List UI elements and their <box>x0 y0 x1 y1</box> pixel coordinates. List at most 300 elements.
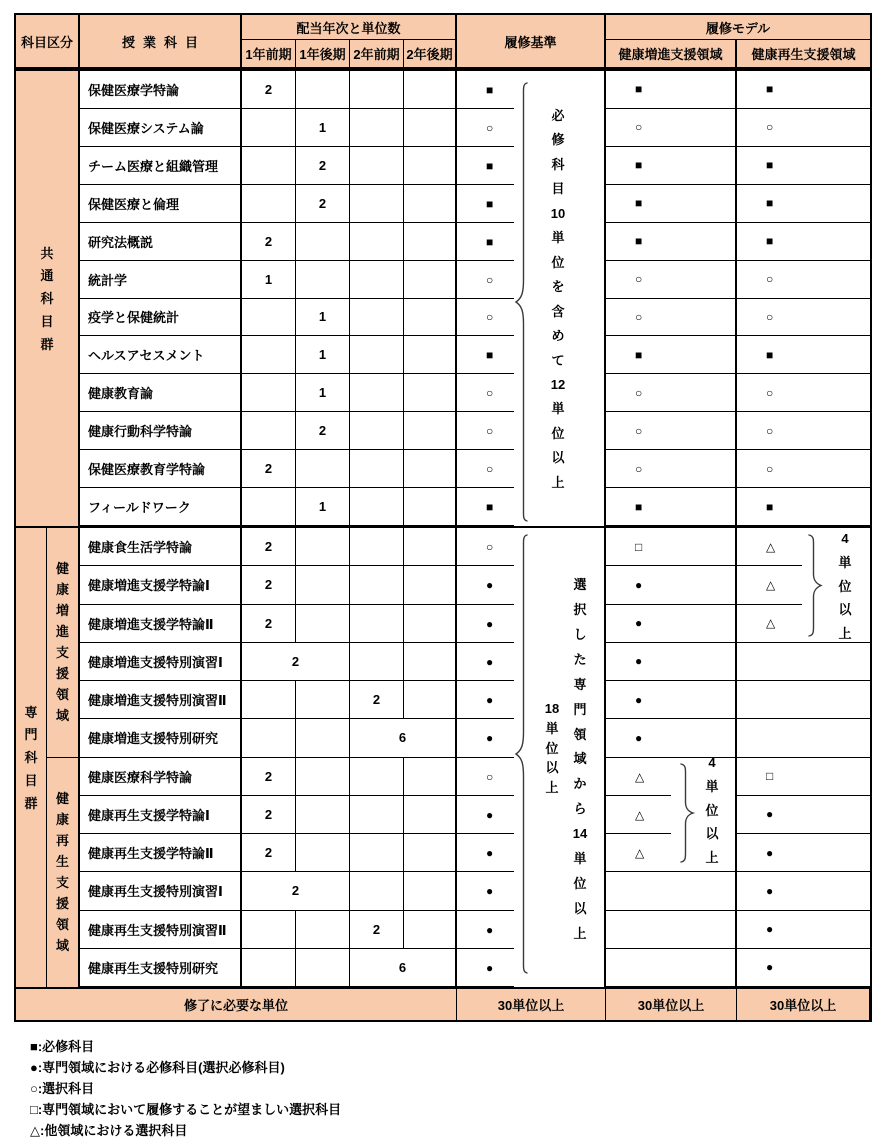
credit-cell <box>404 185 457 223</box>
model-symbol: □ <box>766 769 774 784</box>
model-symbol: △ <box>766 616 776 631</box>
table-row <box>80 949 870 987</box>
credit-cell <box>404 566 457 604</box>
model-symbol: △ <box>635 807 645 822</box>
model-symbol: ■ <box>635 499 643 514</box>
criteria-symbol: ■ <box>486 158 494 173</box>
credit-cell <box>350 834 404 872</box>
table-footer <box>16 987 870 1020</box>
model-symbol: ○ <box>635 423 643 438</box>
credit-cell <box>296 223 350 261</box>
table-row <box>80 185 870 223</box>
criteria-cell <box>457 336 606 374</box>
credit-cell: 1 <box>296 109 350 147</box>
model1-cell <box>606 681 737 719</box>
legend-item-elective: ○:選択科目 <box>30 1081 95 1096</box>
model2-cell <box>737 949 870 987</box>
criteria-total-label: 18 単 位 以 上 <box>544 701 560 795</box>
credit-cell <box>242 147 296 185</box>
credit-cell <box>296 796 350 834</box>
model-symbol: ○ <box>766 309 774 324</box>
model2-cell <box>737 412 870 450</box>
credit-cell <box>242 949 296 987</box>
header-criteria: 履修基準 <box>457 15 606 69</box>
table-header <box>16 15 870 69</box>
legend-item-required: ■:必修科目 <box>30 1039 95 1054</box>
credit-cell <box>350 758 404 796</box>
model1-cell <box>606 109 737 147</box>
model-symbol: ○ <box>635 309 643 324</box>
model2-cell <box>737 681 870 719</box>
table-row <box>80 299 870 337</box>
table-row <box>80 872 870 910</box>
model2-cell <box>737 374 870 412</box>
model-symbol: ● <box>766 807 774 822</box>
credit-cell <box>242 488 296 526</box>
credit-cell <box>242 719 296 757</box>
model2-cell <box>737 872 870 910</box>
credit-cell <box>242 681 296 719</box>
course-name-cell: 研究法概説 <box>80 223 242 261</box>
model1-cell <box>606 336 737 374</box>
credit-cell <box>242 374 296 412</box>
model-symbol: ■ <box>766 347 774 362</box>
header-course: 授業科目 <box>80 15 242 69</box>
model-symbol: ■ <box>635 234 643 249</box>
model-symbol: △ <box>766 578 776 593</box>
model1-cell <box>606 412 737 450</box>
credit-cell-merged: 6 <box>350 719 457 757</box>
table-row <box>80 109 870 147</box>
credit-cell <box>404 681 457 719</box>
table-row <box>80 412 870 450</box>
criteria-symbol: ■ <box>486 82 494 97</box>
model-symbol: ■ <box>635 82 643 97</box>
model1-cell <box>606 566 737 604</box>
model-symbol: ● <box>766 960 774 975</box>
criteria-symbol: ● <box>486 693 494 708</box>
criteria-cell <box>457 147 606 185</box>
credit-cell <box>404 643 457 681</box>
credit-cell <box>404 605 457 643</box>
credit-cell <box>404 336 457 374</box>
course-name-cell: 健康再生支援特別演習Ⅱ <box>80 911 242 949</box>
credit-cell <box>350 71 404 109</box>
criteria-cell <box>457 299 606 337</box>
model-symbol: ■ <box>766 234 774 249</box>
criteria-cell <box>457 71 606 109</box>
criteria-brace <box>514 534 530 974</box>
criteria-cell <box>457 185 606 223</box>
credit-cell: 2 <box>242 450 296 488</box>
criteria-cell <box>457 223 606 261</box>
credit-cell <box>350 643 404 681</box>
credit-cell <box>242 336 296 374</box>
course-name-cell: ヘルスアセスメント <box>80 336 242 374</box>
criteria-symbol: ● <box>486 578 494 593</box>
header-sem-3: 2年前期 <box>350 40 404 69</box>
model1-cell <box>606 261 737 299</box>
credit-cell <box>404 796 457 834</box>
credit-cell <box>296 450 350 488</box>
credit-cell <box>404 412 457 450</box>
table-row <box>80 223 870 261</box>
table-row <box>80 643 870 681</box>
model2-cell <box>737 834 870 872</box>
criteria-symbol: ● <box>486 807 494 822</box>
table-row <box>80 605 870 643</box>
model-symbol: ■ <box>766 158 774 173</box>
model-symbol: ○ <box>635 272 643 287</box>
credit-cell <box>404 374 457 412</box>
credit-cell <box>296 719 350 757</box>
criteria-symbol: ○ <box>486 310 494 325</box>
credit-cell <box>350 796 404 834</box>
credit-cell <box>296 758 350 796</box>
area-label: 健 康 増 進 支 援 領 域 <box>55 561 69 724</box>
criteria-symbol: ● <box>486 960 494 975</box>
criteria-symbol: ● <box>486 884 494 899</box>
table-row <box>80 450 870 488</box>
header-subject-category: 科目区分 <box>16 15 80 69</box>
model-symbol: ■ <box>766 82 774 97</box>
model-symbol: ● <box>635 577 643 592</box>
table-row <box>80 71 870 109</box>
course-name-cell: 保健医療学特論 <box>80 71 242 109</box>
model-symbol: ● <box>635 730 643 745</box>
credit-cell: 2 <box>242 223 296 261</box>
credit-cell <box>350 605 404 643</box>
model2-cell <box>737 488 870 526</box>
legend <box>30 1036 341 1141</box>
credit-cell <box>350 566 404 604</box>
credit-cell <box>404 450 457 488</box>
credit-cell <box>296 71 350 109</box>
criteria-symbol: ● <box>486 654 494 669</box>
criteria-symbol: ■ <box>486 196 494 211</box>
model1-cell <box>606 488 737 526</box>
course-name-cell: 保健医療教育学特論 <box>80 450 242 488</box>
section-common <box>16 69 870 526</box>
model1-brace <box>677 763 695 863</box>
model1-cell <box>606 374 737 412</box>
model-symbol: ● <box>766 922 774 937</box>
course-name-cell: 保健医療と倫理 <box>80 185 242 223</box>
model-symbol: ■ <box>635 196 643 211</box>
criteria-cell <box>457 949 606 987</box>
model2-cell <box>737 261 870 299</box>
table-row <box>80 796 870 834</box>
model1-cell <box>606 528 737 566</box>
credit-cell <box>350 488 404 526</box>
criteria-symbol: ○ <box>486 462 494 477</box>
credit-cell <box>350 528 404 566</box>
header-model: 履修モデル <box>606 15 870 40</box>
criteria-cell <box>457 412 606 450</box>
model1-cell <box>606 223 737 261</box>
footer-model2-value: 30単位以上 <box>737 989 870 1020</box>
section-specialized <box>16 526 870 987</box>
curriculum-table <box>14 13 872 1022</box>
credit-cell: 2 <box>242 566 296 604</box>
model2-brace <box>805 534 823 637</box>
course-name-cell: 健康教育論 <box>80 374 242 412</box>
course-name-cell: フィールドワーク <box>80 488 242 526</box>
model-symbol: ● <box>635 692 643 707</box>
credit-cell <box>350 336 404 374</box>
model-symbol: ○ <box>766 272 774 287</box>
credit-cell <box>350 450 404 488</box>
credit-cell <box>296 681 350 719</box>
credit-cell <box>404 872 457 910</box>
footer-label: 修了に必要な単位 <box>16 989 457 1020</box>
credit-cell <box>296 528 350 566</box>
criteria-note-specialized: 選 択 し た 専 門 領 域 か ら 14 単 位 以 上 <box>572 577 588 941</box>
model-symbol: ● <box>635 654 643 669</box>
credit-cell <box>350 223 404 261</box>
area-label: 健 康 再 生 支 援 領 域 <box>55 791 69 954</box>
credit-cell <box>242 911 296 949</box>
credit-cell: 2 <box>296 147 350 185</box>
table-row <box>80 566 870 604</box>
criteria-symbol: ■ <box>486 234 494 249</box>
course-name-cell: 健康行動科学特論 <box>80 412 242 450</box>
credit-cell: 2 <box>242 758 296 796</box>
credit-cell <box>404 528 457 566</box>
legend-item-other-area: △:他領域における選択科目 <box>30 1123 188 1138</box>
model2-cell <box>737 336 870 374</box>
model1-cell <box>606 185 737 223</box>
model2-cell <box>737 796 870 834</box>
course-name-cell: 健康増進支援学特論Ⅱ <box>80 605 242 643</box>
model1-cell <box>606 147 737 185</box>
header-sem-2: 1年後期 <box>296 40 350 69</box>
model1-cell <box>606 71 737 109</box>
table-row <box>80 528 870 566</box>
model2-cell <box>737 450 870 488</box>
model-symbol: ■ <box>635 158 643 173</box>
model2-cell <box>737 71 870 109</box>
model2-cell <box>737 758 870 796</box>
criteria-symbol: ■ <box>486 500 494 515</box>
area-cell-health-regeneration <box>47 758 80 988</box>
credit-cell: 1 <box>296 336 350 374</box>
model-symbol: ■ <box>635 347 643 362</box>
credit-cell <box>404 834 457 872</box>
category-cell-common <box>16 71 80 526</box>
course-name-cell: 健康食生活学特論 <box>80 528 242 566</box>
criteria-symbol: ● <box>486 846 494 861</box>
credit-cell <box>350 261 404 299</box>
model-symbol: ● <box>635 616 643 631</box>
credit-cell <box>404 299 457 337</box>
model1-cell <box>606 949 737 987</box>
credit-cell: 2 <box>296 185 350 223</box>
credit-cell: 2 <box>242 796 296 834</box>
credit-cell <box>404 261 457 299</box>
criteria-symbol: ○ <box>486 386 494 401</box>
criteria-symbol: ● <box>486 616 494 631</box>
model2-cell <box>737 643 870 681</box>
table-row <box>80 488 870 526</box>
criteria-symbol: ○ <box>486 120 494 135</box>
credit-cell: 2 <box>350 681 404 719</box>
model2-cell <box>737 109 870 147</box>
area-cell-health-promotion <box>47 528 80 758</box>
header-model-area-2: 健康再生支援領域 <box>737 40 870 69</box>
credit-cell <box>296 949 350 987</box>
course-name-cell: 保健医療システム論 <box>80 109 242 147</box>
credit-cell: 2 <box>242 528 296 566</box>
credit-cell: 1 <box>242 261 296 299</box>
credit-cell-merged: 2 <box>242 872 350 910</box>
criteria-cell <box>457 528 606 566</box>
model-symbol: ○ <box>766 423 774 438</box>
model1-cell <box>606 605 737 643</box>
credit-cell <box>296 834 350 872</box>
criteria-symbol: ○ <box>486 769 494 784</box>
model-symbol: ○ <box>766 385 774 400</box>
model2-cell <box>737 185 870 223</box>
credit-cell <box>296 911 350 949</box>
criteria-symbol: ○ <box>486 424 494 439</box>
credit-cell <box>404 758 457 796</box>
model-symbol: ■ <box>766 196 774 211</box>
model-symbol: ○ <box>635 385 643 400</box>
model-symbol: ○ <box>766 461 774 476</box>
model-symbol: ○ <box>766 120 774 135</box>
legend-item-area-required: ●:専門領域における必修科目(選択必修科目) <box>30 1060 285 1075</box>
credit-cell: 1 <box>296 299 350 337</box>
model-symbol: ■ <box>766 499 774 514</box>
credit-cell-merged: 2 <box>242 643 350 681</box>
model2-cell <box>737 719 870 757</box>
table-row <box>80 261 870 299</box>
credit-cell: 1 <box>296 374 350 412</box>
model1-brace-label: 4 単 位 以 上 <box>705 755 719 865</box>
credit-cell <box>404 488 457 526</box>
criteria-symbol: ○ <box>486 272 494 287</box>
credit-cell <box>296 605 350 643</box>
footer-model1-value: 30単位以上 <box>606 989 737 1020</box>
credit-cell <box>350 185 404 223</box>
course-name-cell: 健康増進支援特別演習Ⅱ <box>80 681 242 719</box>
model-symbol: ○ <box>635 461 643 476</box>
model1-cell <box>606 643 737 681</box>
credit-cell <box>296 566 350 604</box>
criteria-symbol: ● <box>486 922 494 937</box>
credit-cell <box>350 412 404 450</box>
credit-cell <box>404 911 457 949</box>
criteria-symbol: ■ <box>486 348 494 363</box>
model-symbol: △ <box>635 845 645 860</box>
course-name-cell: 健康増進支援特別演習Ⅰ <box>80 643 242 681</box>
credit-cell <box>350 299 404 337</box>
criteria-symbol: ● <box>486 731 494 746</box>
criteria-note-common: 必 修 科 目 10 単 位 を 含 め て 12 単 位 以 上 <box>550 108 566 490</box>
model2-brace-label: 4 単 位 以 上 <box>838 531 852 641</box>
table-row <box>80 834 870 872</box>
category-label: 共 通 科 目 群 <box>40 245 54 352</box>
criteria-symbol: ○ <box>486 540 494 555</box>
credit-cell: 2 <box>242 605 296 643</box>
header-model-area-1: 健康増進支援領域 <box>606 40 737 69</box>
criteria-cell <box>457 374 606 412</box>
model2-cell <box>737 911 870 949</box>
table-row <box>80 719 870 757</box>
table-row <box>80 147 870 185</box>
category-cell-specialized <box>16 528 47 987</box>
model-symbol: △ <box>635 769 645 784</box>
table-row <box>80 911 870 949</box>
credit-cell <box>242 109 296 147</box>
credit-cell: 2 <box>296 412 350 450</box>
table-row <box>80 374 870 412</box>
course-name-cell: 健康医療科学特論 <box>80 758 242 796</box>
model-symbol: ● <box>766 845 774 860</box>
criteria-cell <box>457 488 606 526</box>
course-name-cell: 健康再生支援学特論Ⅰ <box>80 796 242 834</box>
model1-cell <box>606 450 737 488</box>
credit-cell <box>350 147 404 185</box>
credit-cell: 2 <box>242 834 296 872</box>
course-name-cell: 健康増進支援特別研究 <box>80 719 242 757</box>
credit-cell: 2 <box>350 911 404 949</box>
course-name-cell: 健康増進支援学特論Ⅰ <box>80 566 242 604</box>
category-label: 専 門 科 目 群 <box>24 704 38 811</box>
course-name-cell: 疫学と保健統計 <box>80 299 242 337</box>
model1-cell <box>606 872 737 910</box>
credit-cell <box>242 412 296 450</box>
model-symbol: ● <box>766 883 774 898</box>
course-name-cell: 健康再生支援特別演習Ⅰ <box>80 872 242 910</box>
course-name-cell: 健康再生支援特別研究 <box>80 949 242 987</box>
credit-cell <box>404 109 457 147</box>
course-name-cell: 健康再生支援学特論Ⅱ <box>80 834 242 872</box>
model2-cell <box>737 299 870 337</box>
credit-cell <box>404 147 457 185</box>
model2-cell <box>737 147 870 185</box>
table-row <box>80 681 870 719</box>
credit-cell-merged: 6 <box>350 949 457 987</box>
credit-cell <box>350 872 404 910</box>
header-sem-4: 2年後期 <box>404 40 457 69</box>
model1-cell <box>606 299 737 337</box>
legend-item-recommended: □:専門領域において履修することが望ましい選択科目 <box>30 1102 342 1117</box>
credit-cell <box>350 374 404 412</box>
model-symbol: □ <box>635 539 643 554</box>
credit-cell <box>404 223 457 261</box>
credit-cell: 1 <box>296 488 350 526</box>
criteria-cell <box>457 450 606 488</box>
criteria-brace <box>514 82 530 522</box>
course-name-cell: チーム医療と組織管理 <box>80 147 242 185</box>
header-sem-1: 1年前期 <box>242 40 296 69</box>
credit-cell: 2 <box>242 71 296 109</box>
header-allocation: 配当年次と単位数 <box>242 15 457 40</box>
model1-cell <box>606 911 737 949</box>
table-row <box>80 758 870 796</box>
model-symbol: ○ <box>635 120 643 135</box>
footer-criteria-value: 30単位以上 <box>457 989 606 1020</box>
model-symbol: △ <box>766 540 776 555</box>
model1-cell <box>606 719 737 757</box>
criteria-cell <box>457 109 606 147</box>
course-name-cell: 統計学 <box>80 261 242 299</box>
credit-cell <box>242 299 296 337</box>
table-row <box>80 336 870 374</box>
credit-cell <box>296 261 350 299</box>
